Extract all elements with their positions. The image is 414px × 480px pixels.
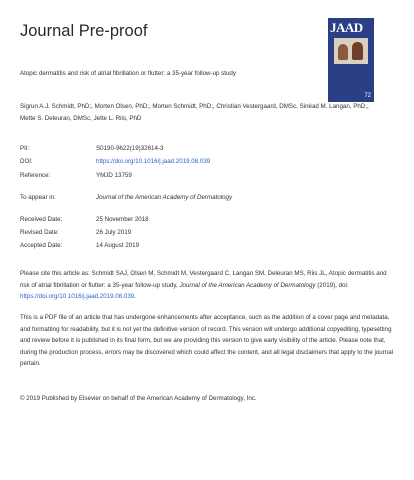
- meta-label-received: Received Date:: [20, 216, 63, 223]
- copyright-notice: © 2019 Published by Elsevier on behalf of the American Academy of Dermatology, Inc.: [20, 395, 257, 402]
- meta-value-revised: 26 July 2019: [96, 229, 132, 236]
- meta-label-reference: Reference:: [20, 172, 51, 179]
- meta-value-reference: YMJD 13759: [96, 172, 132, 179]
- citation-lead: Please cite this article as: Schmidt SAJ, Olsen M, Schmidt M, Vestergaard C, Langan SM, Deleuran MS, Riis JL, Atopic dermatitis and risk of atrial fibrillation or flutter: a 35-year follow-up study,: [20, 270, 387, 289]
- journal-logo: JAAD: [330, 20, 363, 35]
- meta-label-doi: DOI:: [20, 158, 33, 165]
- meta-label-accepted: Accepted Date:: [20, 242, 63, 249]
- meta-label-revised: Revised Date:: [20, 229, 59, 236]
- meta-value-received: 25 November 2018: [96, 216, 149, 223]
- citation-journal: Journal of the American Academy of Dermatology: [179, 281, 316, 289]
- meta-label-appear: To appear in:: [20, 194, 56, 201]
- citation-end: .: [134, 293, 136, 300]
- journal-cover-image: [328, 18, 374, 102]
- article-title: Atopic dermatitis and risk of atrial fibrillation or flutter: a 35-year follow-up study: [20, 70, 236, 77]
- cover-issue-number: 72: [364, 93, 371, 99]
- meta-label-pii: PII:: [20, 145, 30, 152]
- meta-value-accepted: 14 August 2019: [96, 242, 140, 249]
- doi-link[interactable]: https://doi.org/10.1016/j.jaad.2019.08.039: [96, 158, 211, 165]
- citation-paragraph: [20, 268, 394, 303]
- article-authors: Sigrun A.J. Schmidt, PhD;, Morten Olsen, PhD;, Morten Schmidt, PhD;, Christian Vestergaard, DMSc, Sinéad M. Langan, PhD;, Mette S. Deleuran, DMSc, Jette L. Riis, PhD: [20, 103, 369, 122]
- notice-paragraph: This is a PDF file of an article that has undergone enhancements after acceptance, such as the addition of a cover page and metadata, and formatting for readability, but it is not yet the definitive version of record. This version will undergo additional copyediting, typesetting and review before it is published in its final form, but we are providing this version to give early visibility of the article. Please note that, during the production process, errors may be discovered which could affect the content, and all legal disclaimers that apply to the journal pertain.: [20, 314, 394, 367]
- meta-value-journal: Journal of the American Academy of Dermatology: [96, 194, 233, 201]
- meta-value-pii: S0190-9622(19)32614-3: [96, 145, 164, 152]
- citation-mid: (2019), doi:: [315, 281, 349, 289]
- cover-photo: [334, 38, 368, 64]
- citation-doi-link[interactable]: https://doi.org/10.1016/j.jaad.2019.08.039: [20, 293, 135, 300]
- page-title: Journal Pre-proof: [20, 22, 148, 40]
